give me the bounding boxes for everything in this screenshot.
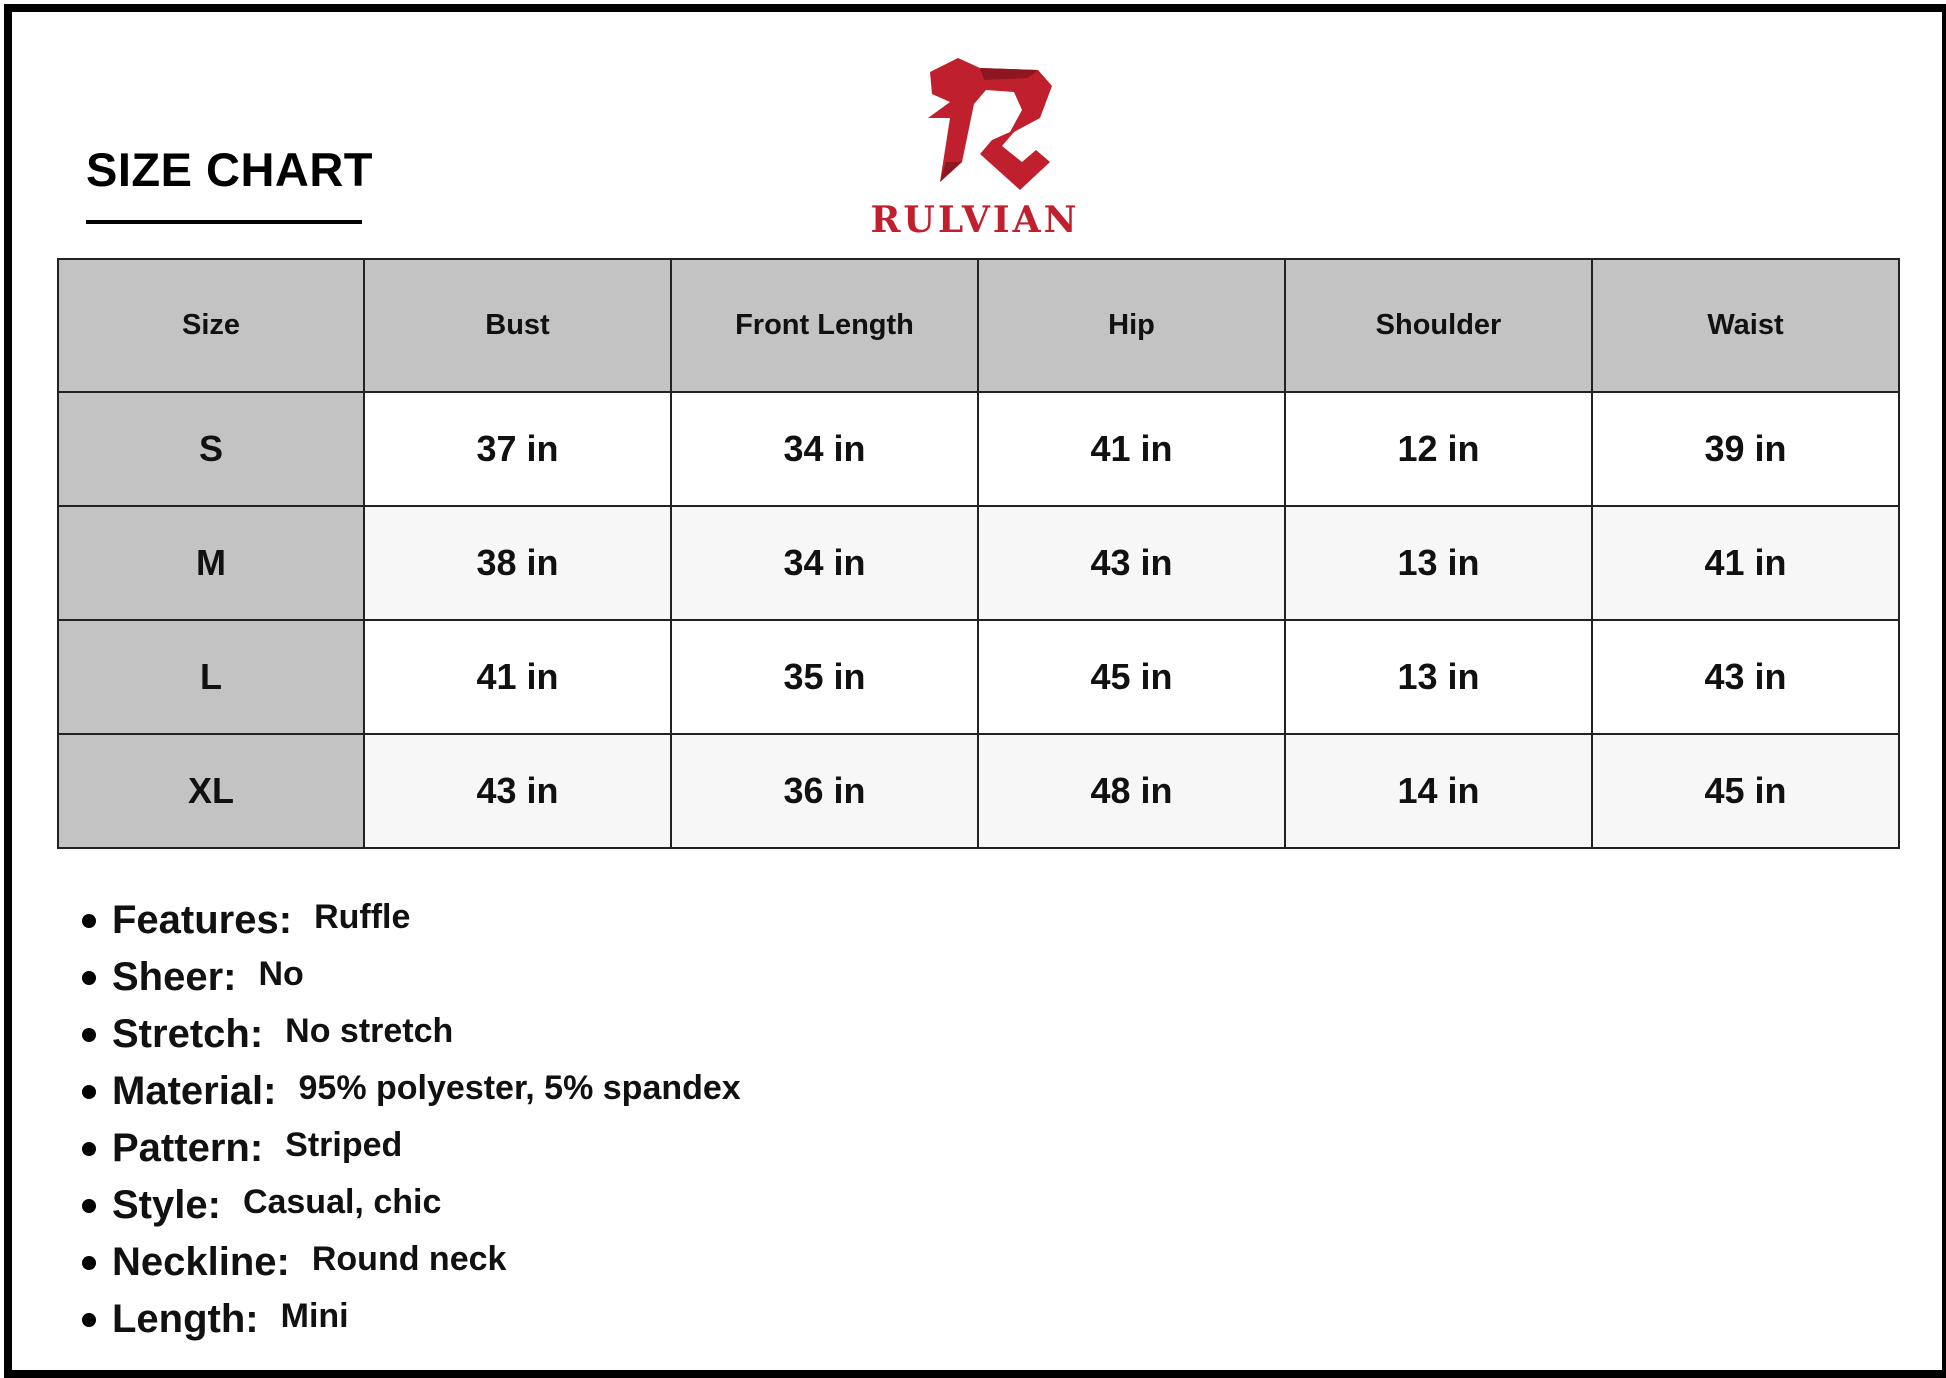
spec-label: Sheer: xyxy=(112,955,237,999)
spec-label: Neckline: xyxy=(112,1240,290,1284)
spec-label: Features: xyxy=(112,898,293,942)
bullet-icon xyxy=(82,971,96,985)
size-cell: L xyxy=(58,620,364,734)
spec-value: Ruffle xyxy=(314,898,411,936)
table-row xyxy=(58,734,1899,848)
bullet-icon xyxy=(82,1199,96,1213)
spec-item-stretch xyxy=(82,1006,741,1063)
front-length-cell: 34 in xyxy=(671,506,978,620)
spec-label: Pattern: xyxy=(112,1126,264,1170)
spec-item-neckline xyxy=(82,1234,741,1291)
bullet-icon xyxy=(82,1256,96,1270)
spec-label: Style: xyxy=(112,1183,221,1227)
spec-label: Material: xyxy=(112,1069,277,1113)
column-header: Bust xyxy=(364,259,671,392)
waist-cell: 39 in xyxy=(1592,392,1899,506)
size-cell: S xyxy=(58,392,364,506)
spec-value: Striped xyxy=(285,1126,403,1164)
bust-cell: 41 in xyxy=(364,620,671,734)
column-header: Hip xyxy=(978,259,1285,392)
title-underline xyxy=(86,220,362,224)
table-row xyxy=(58,392,1899,506)
brand-name: RULVIAN xyxy=(870,199,1080,241)
spec-value: No stretch xyxy=(285,1012,454,1050)
bust-cell: 38 in xyxy=(364,506,671,620)
column-header: Front Length xyxy=(671,259,978,392)
bullet-icon xyxy=(82,1085,96,1099)
column-header: Shoulder xyxy=(1285,259,1592,392)
product-specs-list xyxy=(82,892,741,1348)
shoulder-cell: 14 in xyxy=(1285,734,1592,848)
bullet-icon xyxy=(82,1313,96,1327)
spec-value: Round neck xyxy=(311,1240,507,1278)
shoulder-cell: 13 in xyxy=(1285,620,1592,734)
spec-label: Stretch: xyxy=(112,1012,264,1056)
waist-cell: 41 in xyxy=(1592,506,1899,620)
waist-cell: 43 in xyxy=(1592,620,1899,734)
spec-value: No xyxy=(258,955,304,993)
bullet-icon xyxy=(82,914,96,928)
spec-item-style xyxy=(82,1177,741,1234)
spec-label: Length: xyxy=(112,1297,259,1341)
brand-logo xyxy=(862,58,1088,241)
column-header: Size xyxy=(58,259,364,392)
shoulder-cell: 13 in xyxy=(1285,506,1592,620)
bust-cell: 37 in xyxy=(364,392,671,506)
rulvian-r-logo-icon xyxy=(918,58,1058,192)
size-cell: M xyxy=(58,506,364,620)
page-title: SIZE CHART xyxy=(86,143,373,196)
spec-item-sheer xyxy=(82,949,741,1006)
spec-item-features xyxy=(82,892,741,949)
column-header: Waist xyxy=(1592,259,1899,392)
front-length-cell: 36 in xyxy=(671,734,978,848)
hip-cell: 43 in xyxy=(978,506,1285,620)
hip-cell: 41 in xyxy=(978,392,1285,506)
front-length-cell: 35 in xyxy=(671,620,978,734)
bust-cell: 43 in xyxy=(364,734,671,848)
bullet-icon xyxy=(82,1028,96,1042)
table-row xyxy=(58,506,1899,620)
hip-cell: 45 in xyxy=(978,620,1285,734)
table-header-row xyxy=(58,259,1899,392)
hip-cell: 48 in xyxy=(978,734,1285,848)
spec-value: 95% polyester, 5% spandex xyxy=(298,1069,741,1107)
waist-cell: 45 in xyxy=(1592,734,1899,848)
size-chart-table xyxy=(57,258,1900,849)
bullet-icon xyxy=(82,1142,96,1156)
spec-value: Mini xyxy=(280,1297,349,1335)
shoulder-cell: 12 in xyxy=(1285,392,1592,506)
size-cell: XL xyxy=(58,734,364,848)
table-row xyxy=(58,620,1899,734)
spec-item-pattern xyxy=(82,1120,741,1177)
spec-item-length xyxy=(82,1291,741,1348)
front-length-cell: 34 in xyxy=(671,392,978,506)
spec-value: Casual, chic xyxy=(242,1183,442,1221)
spec-item-material xyxy=(82,1063,741,1120)
